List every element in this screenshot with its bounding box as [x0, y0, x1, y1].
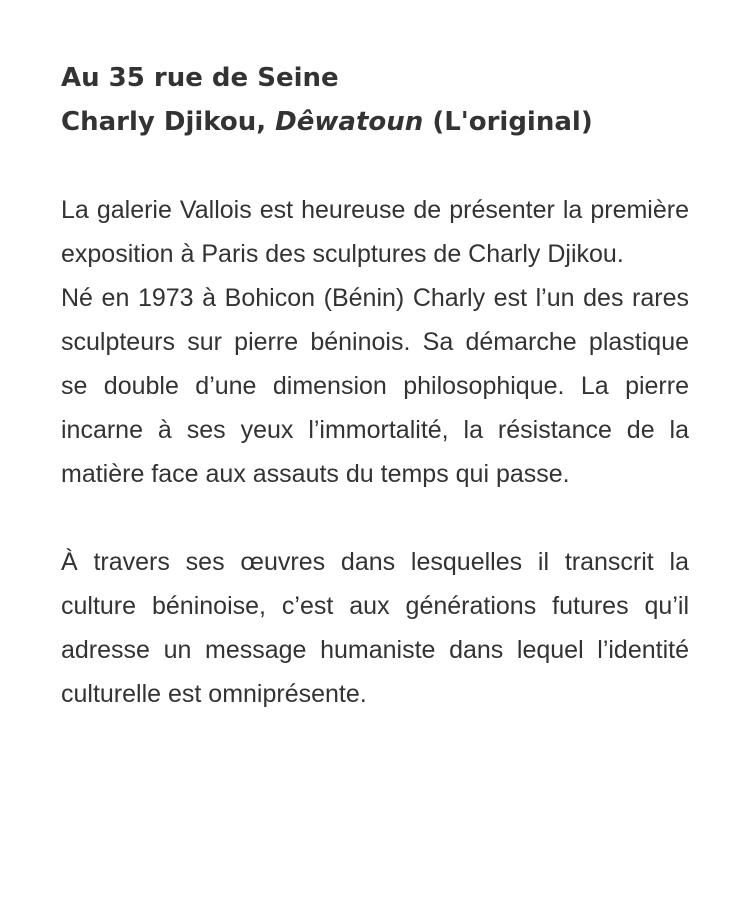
- paragraph-intro: La galerie Vallois est heureuse de présenter la première exposition à Paris des sculptures de Charly Djikou.: [61, 196, 689, 268]
- paragraph-biography: Né en 1973 à Bohicon (Bénin) Charly est l’un des rares sculpteurs sur pierre béninois. Sa démarche plastique se double d’une dimension philosophique. La pierre incarne à ses yeux l’immortalité, la résistance de la matière face aux assauts du temps qui passe.: [61, 284, 689, 488]
- work-title: Dêwatoun: [275, 107, 424, 137]
- heading-exhibition: [61, 100, 689, 144]
- spacer: [61, 144, 689, 188]
- work-subtitle: (L'original): [423, 107, 593, 137]
- heading-location: [61, 56, 689, 100]
- paragraph-message: À travers ses œuvres dans lesquelles il transcrit la culture béninoise, c’est aux générations futures qu’il adresse un message humaniste dans lequel l’identité culturelle est omniprésente.: [61, 548, 689, 708]
- spacer: [61, 496, 689, 540]
- heading-location-text: Au 35 rue de Seine: [61, 63, 339, 93]
- artist-name: Charly Djikou,: [61, 107, 276, 137]
- article: [61, 56, 689, 716]
